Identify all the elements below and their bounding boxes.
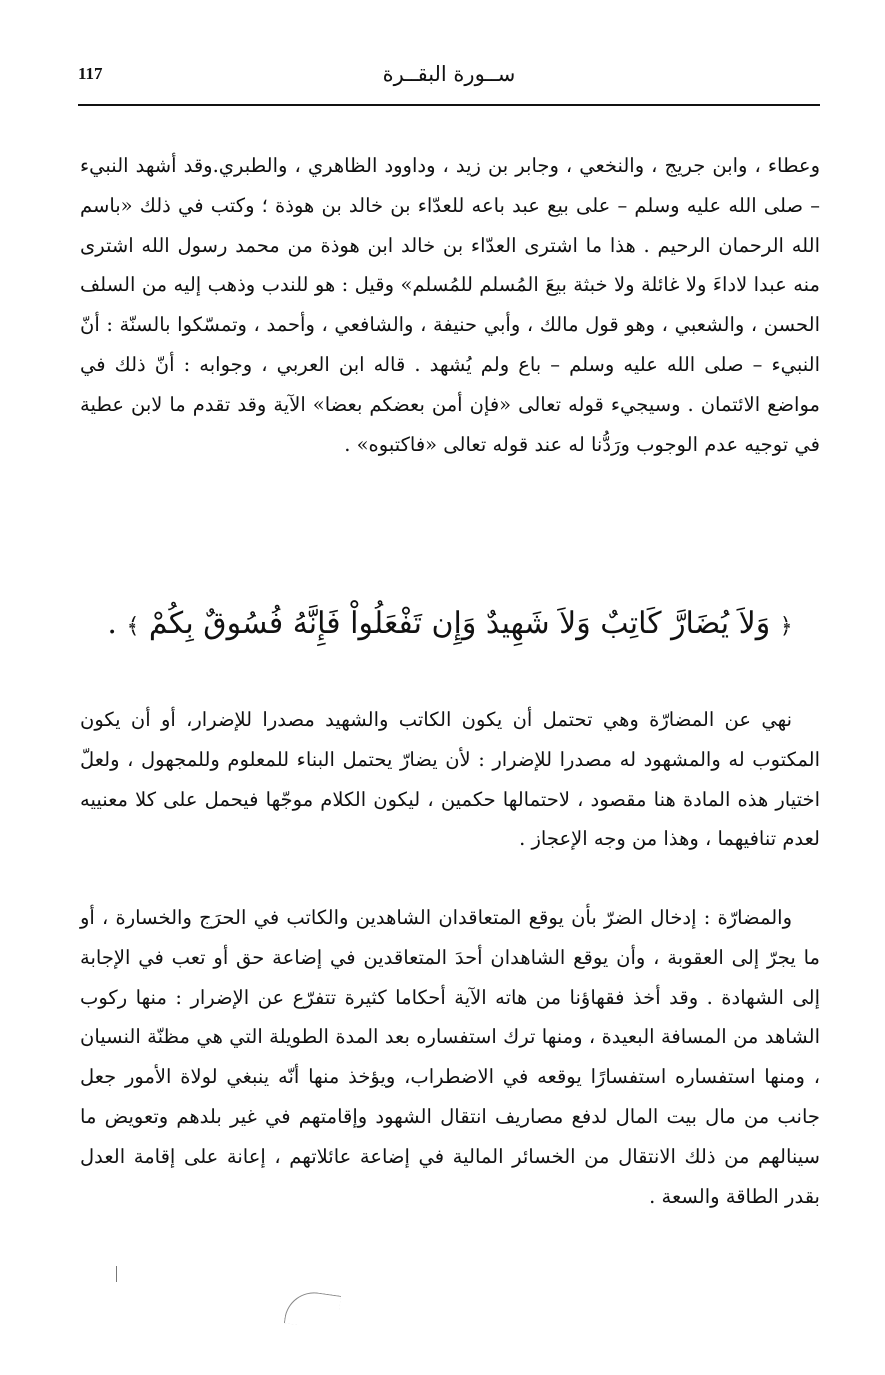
verse-open-ornament: ﴿	[779, 614, 793, 639]
quran-verse	[70, 594, 830, 657]
page-number: 117	[78, 64, 103, 83]
paragraph-text: نهي عن المضارّة وهي تحتمل أن يكون الكاتب والشهيد مصدرا للإضرار، أو أن يكون المكتوب له والمشهود له مصدرا للإضرار : لأن يضارّ يحتمل البناء للمعلوم وللمجهول ، ولعلّ اختيار هذه المادة هنا مقصود ، لاحتمالها حكمين ، ليكون الكلام موجّها فيحمل على كلا معنييه لعدم تنافيهما ، وهذا من وجه الإعجاز .	[80, 708, 820, 851]
verse-end-mark: .	[107, 606, 117, 641]
header-divider	[78, 104, 820, 106]
scan-curve-mark	[284, 1288, 341, 1330]
commentary-paragraph-1	[80, 146, 820, 464]
commentary-paragraph-3	[80, 898, 820, 1216]
scan-mark	[116, 1266, 117, 1282]
surah-title: ســورة البقــرة	[382, 62, 516, 86]
verse-text: وَلاَ يُضَارَّ كَاتِبٌ وَلاَ شَهِيدٌ وَإِن تَفْعَلُواْ فَإِنَّهُ فُسُوقٌ بِكُمْ	[148, 606, 771, 641]
paragraph-text: والمضارّة : إدخال الضرّ بأن يوقع المتعاقدان الشاهدين والكاتب في الحرَج والخسارة ، أو ما يجرّ إلى العقوبة ، وأن يوقع الشاهدان أحدَ المتعاقدين في إضاعة حق أو تعب في الإجابة إلى الشهادة . وقد أخذ فقهاؤنا من هاته الآية أحكاما كثيرة تتفرّع عن الإضرار : منها ركوب الشاهد من المسافة البعيدة ، ومنها ترك استفساره بعد المدة الطويلة التي هي مظنّة النسيان ، ومنها استفساره استفسارًا يوقعه في الاضطراب، ويؤخذ منها أنّه ينبغي لولاة الأمور جعل جانب من مال بيت المال لدفع مصاريف انتقال الشهود وإقامتهم في غير بلدهم وتعويض ما سينالهم من ذلك الانتقال من الخسائر المالية في إضاعة عائلاتهم ، إعانة على إقامة العدل بقدر الطاقة والسعة .	[80, 906, 820, 1208]
verse-close-ornament: ﴾	[126, 614, 140, 639]
paragraph-text: وعطاء ، وابن جريج ، والنخعي ، وجابر بن زيد ، وداوود الظاهري ، والطبري.وقد أشهد النبيء – صلى الله عليه وسلم – على بيع عبد باعه للعدّاء بن خالد بن هوذة ؛ وكتب في ذلك «باسم الله الرحمان الرحيم . هذا ما اشترى العدّاء بن خالد ابن هوذة من محمد رسول الله اشترى منه عبدا لاداءَ ولا غائلة ولا خبثة بيعَ المُسلم للمُسلم» وقيل : هو للندب وذهب إليه من السلف الحسن ، والشعبي ، وهو قول مالك ، وأبي حنيفة ، والشافعي ، وأحمد ، وتمسّكوا بالسنّة : أنّ النبيء – صلى الله عليه وسلم – باع ولم يُشهد . قاله ابن العربي ، وجوابه : أنّ ذلك في مواضع الائتمان . وسيجيء قوله تعالى «فإن أمن بعضكم بعضا» الآية وقد تقدم ما لابن عطية في توجيه عدم الوجوب ورَدُّنا له عند قوله تعالى «فاكتبوه» .	[80, 154, 820, 456]
commentary-paragraph-2	[80, 700, 820, 859]
page-header	[78, 60, 820, 100]
